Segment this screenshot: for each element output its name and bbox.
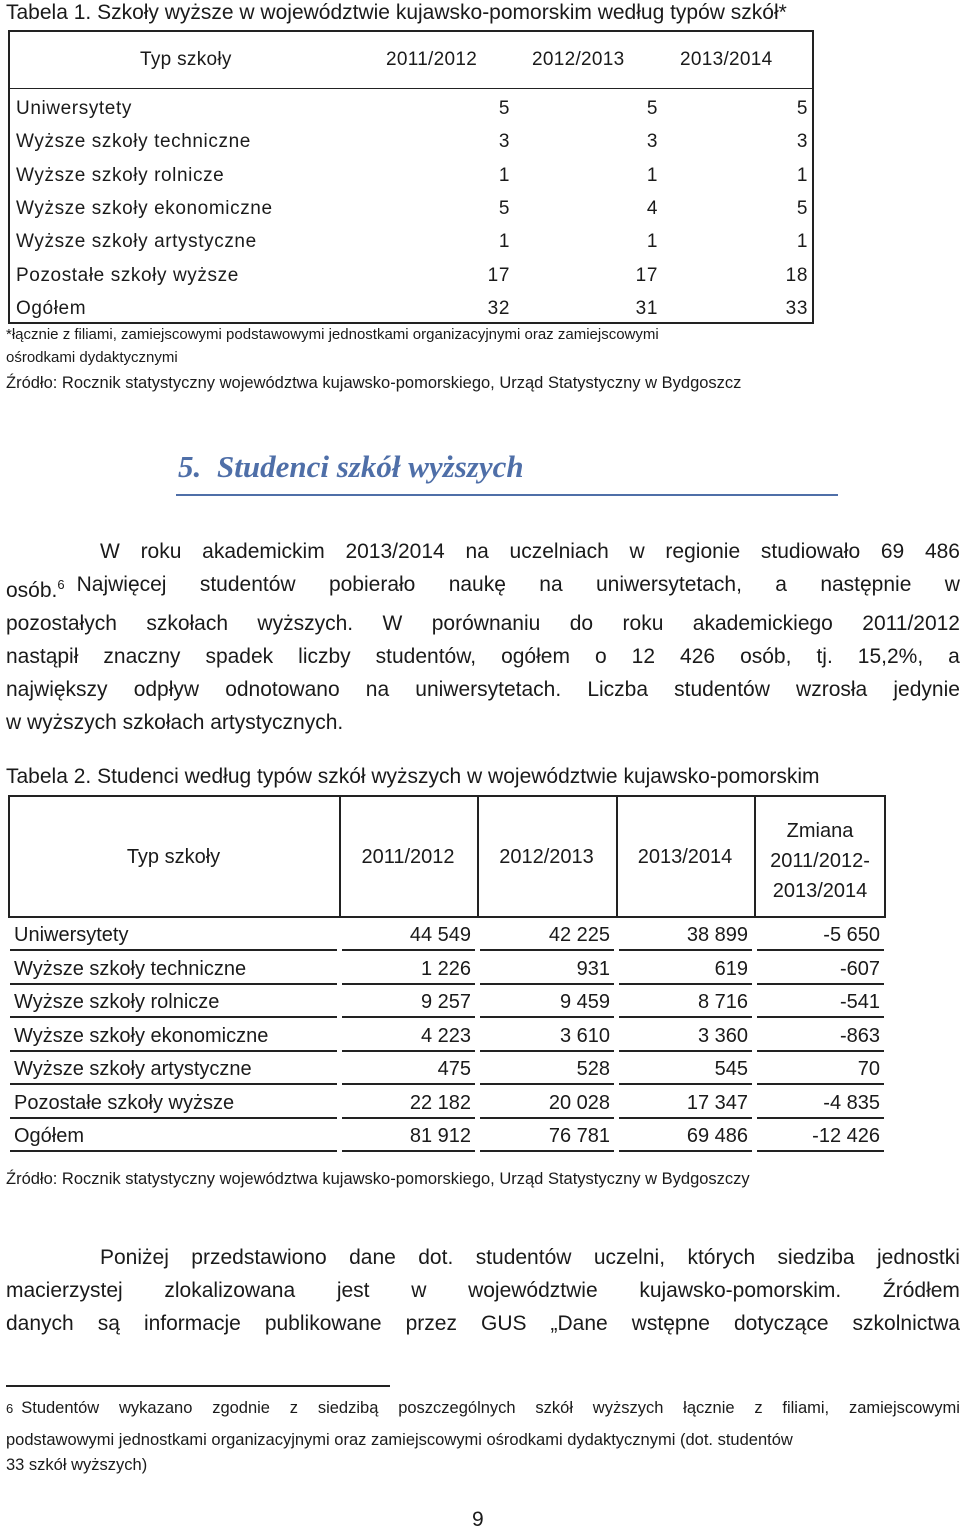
word: 486 <box>924 540 960 563</box>
table2-cell-underline <box>10 1050 337 1052</box>
section-heading <box>178 449 524 485</box>
table2-row-label: Ogółem <box>14 1125 85 1147</box>
table2-cell-underline <box>619 1083 752 1085</box>
table2-row <box>8 1053 886 1087</box>
table1-cell: 1 <box>796 231 808 253</box>
table1-row <box>10 194 812 227</box>
word: Poniżej <box>100 1246 169 1269</box>
table1-cell: 32 <box>487 297 510 319</box>
word: przez <box>405 1312 457 1335</box>
paragraph-2-line-3 <box>6 1307 960 1340</box>
word: w <box>944 573 960 596</box>
word: znaczny <box>103 645 181 668</box>
table2-cell: 42 225 <box>548 924 610 946</box>
word: roku <box>622 612 664 635</box>
word: naukę <box>448 573 506 596</box>
word: przedstawiono <box>191 1246 327 1269</box>
paragraph-1-line-2 <box>6 568 960 607</box>
word: wstępne <box>631 1312 710 1335</box>
table2-cell-underline <box>619 1016 752 1018</box>
table2-cell: 81 912 <box>409 1125 471 1147</box>
table2-cell: 931 <box>576 957 610 980</box>
word: wykazano <box>119 1399 193 1417</box>
table1-row-label: Wyższe szkoły techniczne <box>16 131 251 153</box>
table2-cell-underline <box>480 1117 614 1119</box>
table2-cell-underline <box>342 983 475 985</box>
table2-cell: -5 650 <box>823 924 880 946</box>
word: jednostki <box>877 1246 960 1269</box>
table1-row-label: Ogółem <box>16 297 87 319</box>
table2-cell: 9 459 <box>559 991 610 1013</box>
word: nastąpił <box>6 645 79 668</box>
footnote-line-1-words <box>21 1396 960 1428</box>
table2-cell-underline <box>342 1150 475 1152</box>
table2-row <box>8 986 886 1020</box>
table2-cell-underline <box>757 1117 884 1119</box>
table2-header-change-line3: 2013/2014 <box>772 880 868 902</box>
word: Liczba <box>587 678 649 701</box>
word: są <box>97 1312 120 1335</box>
word: studentów <box>674 678 770 701</box>
table1-header-year2: 2012/2013 <box>532 49 625 70</box>
table1-cell: 1 <box>646 231 658 253</box>
table1-row-label: Pozostałe szkoły wyższe <box>16 264 239 286</box>
table1-row <box>10 161 812 194</box>
word: wzrosła <box>796 678 868 701</box>
word: z <box>289 1399 299 1417</box>
word: danych <box>6 1312 74 1335</box>
table2-row <box>8 1020 886 1054</box>
table2-header-year3: 2013/2014 <box>637 846 733 868</box>
table2-cell-underline <box>619 1150 752 1152</box>
word: uniwersytetach. <box>415 678 562 701</box>
word: siedziba <box>777 1246 855 1269</box>
word: do <box>569 612 594 635</box>
table1 <box>8 30 814 324</box>
word: pobierało <box>328 573 416 596</box>
word: siedzibą <box>317 1399 379 1417</box>
footnote-number: 6 <box>6 1401 14 1416</box>
section-title: Studenci szkół wyższych <box>217 449 524 484</box>
word: 2013/2014 <box>345 540 445 563</box>
word: studentów <box>199 573 296 596</box>
table2-cell: 545 <box>714 1058 748 1080</box>
table1-cell: 31 <box>635 297 658 319</box>
table2-row <box>8 919 886 953</box>
word: porównaniu <box>431 612 541 635</box>
table1-row-label: Wyższe szkoły artystyczne <box>16 231 257 253</box>
word: jest <box>336 1279 370 1302</box>
word: W <box>382 612 403 635</box>
word: wyższych <box>592 1399 664 1417</box>
paragraph-1-line-2-start: osób.$^6$ <box>6 577 65 602</box>
table1-header-year3: 2013/2014 <box>680 49 773 70</box>
word: województwie <box>468 1279 598 1302</box>
paragraph-2-line-2 <box>6 1274 960 1307</box>
word: dane <box>349 1246 396 1269</box>
table2-cell-underline <box>480 949 614 951</box>
paragraph-1-line-2-rest <box>77 568 960 607</box>
table2-cell-underline <box>619 1117 752 1119</box>
section-number: 5. <box>178 449 202 484</box>
paragraph-1-line-1 <box>6 535 960 568</box>
table1-row <box>10 227 812 260</box>
word: pozostałych <box>6 612 117 635</box>
footnote-line-2: podstawowymi jednostkami organizacyjnymi oraz zamiejscowymi ośrodkami dydaktycznymi (dot. studentów <box>6 1430 793 1449</box>
table2-caption: Tabela 2. Studenci według typów szkół wyższych w województwie kujawsko-pomorskim <box>6 765 820 788</box>
table2-row-label: Wyższe szkoły artystyczne <box>14 1058 252 1080</box>
table2-cell-underline <box>342 1016 475 1018</box>
table2-row-label: Wyższe szkoły rolnicze <box>14 991 220 1013</box>
table2-cell-underline <box>10 1150 337 1152</box>
word: osób, <box>740 645 792 668</box>
table2-row-label: Wyższe szkoły techniczne <box>14 957 247 980</box>
word: tj. <box>816 645 833 668</box>
table1-cell: 3 <box>646 131 658 153</box>
word: odnotowano <box>225 678 340 701</box>
word: zgodnie <box>212 1399 270 1417</box>
table1-header-year1: 2011/2012 <box>386 49 478 70</box>
table2-row <box>8 1120 886 1154</box>
table2-cell-underline <box>10 983 337 985</box>
table1-row <box>10 94 812 127</box>
word: roku <box>140 540 182 563</box>
table1-row <box>10 127 812 160</box>
table1-cell: 1 <box>646 164 658 186</box>
table2-cell: -541 <box>839 991 880 1013</box>
word: 12 <box>631 645 656 668</box>
table2-cell: 17 347 <box>686 1091 748 1114</box>
word: odpływ <box>133 678 200 701</box>
table1-cell: 17 <box>635 264 658 286</box>
word: studiowało <box>760 540 861 563</box>
table2-cell-underline <box>10 1016 337 1018</box>
table2-cell-underline <box>480 1150 614 1152</box>
word: na <box>465 540 489 563</box>
word: na <box>365 678 390 701</box>
table2-cell: -12 426 <box>812 1125 880 1147</box>
word: regionie <box>665 540 741 563</box>
table2-row-label: Pozostałe szkoły wyższe <box>14 1091 235 1114</box>
table1-cell: 17 <box>487 264 510 286</box>
word: łącznie <box>683 1399 735 1417</box>
table1-cell: 5 <box>796 197 808 219</box>
table1-caption: Tabela 1. Szkoły wyższe w województwie kujawsko-pomorskim według typów szkół* <box>6 1 787 24</box>
table1-cell: 18 <box>785 264 808 286</box>
table1-note-line2: ośrodkami dydaktycznymi <box>6 349 178 366</box>
table2-cell-underline <box>10 1117 337 1119</box>
table2-cell: 4 223 <box>420 1024 471 1047</box>
table2-cell: 3 360 <box>697 1024 748 1047</box>
table2-cell: 3 610 <box>559 1024 610 1047</box>
word: Studentów <box>21 1399 100 1417</box>
table2-cell: 69 486 <box>686 1125 748 1147</box>
table2-cell: 70 <box>857 1058 880 1080</box>
word: spadek <box>205 645 274 668</box>
table1-cell: 1 <box>498 231 510 253</box>
footnote-number-wrap <box>6 1396 13 1428</box>
table1-source: Źródło: Rocznik statystyczny województwa kujawsko-pomorskiego, Urząd Statystyczny w Bydgoszcz <box>6 374 742 392</box>
table2-source: Źródło: Rocznik statystyczny województwa kujawsko-pomorskiego, Urząd Statystyczny w Bydgoszczy <box>6 1170 750 1188</box>
table2-cell: 475 <box>437 1058 471 1080</box>
word: o <box>594 645 607 668</box>
word: W <box>100 540 120 563</box>
word: Najwięcej <box>76 573 167 596</box>
table2-cell-underline <box>757 1150 884 1152</box>
paragraph-1 <box>6 535 960 739</box>
word: studentów <box>475 1246 572 1269</box>
table1-row-label: Wyższe szkoły rolnicze <box>16 164 225 186</box>
table1-cell: 5 <box>796 98 808 119</box>
paragraph-1-line-5 <box>6 673 960 706</box>
table1-cell: 3 <box>796 131 808 153</box>
word: 426 <box>680 645 716 668</box>
table1-cell: 1 <box>796 164 808 186</box>
table2-cell-underline <box>757 983 884 985</box>
table2-cell-underline <box>757 949 884 951</box>
word: zlokalizowana <box>164 1279 296 1302</box>
word: uczelniach <box>509 540 609 563</box>
table1-cell: 5 <box>498 98 510 119</box>
word: szkół <box>535 1399 573 1417</box>
word: akademickim <box>202 540 325 563</box>
word: jedynie <box>893 678 960 701</box>
word: GUS <box>480 1312 527 1335</box>
table2-header-year1: 2011/2012 <box>361 846 455 868</box>
table2-cell-underline <box>619 1050 752 1052</box>
word: akademickiego <box>692 612 833 635</box>
paragraph-2 <box>6 1241 960 1340</box>
table2-cell-underline <box>480 1016 614 1018</box>
table2-cell-underline <box>480 1050 614 1052</box>
table2-cell: 76 781 <box>548 1125 610 1147</box>
word: z <box>754 1399 763 1417</box>
table2-cell: -4 835 <box>823 1091 880 1114</box>
word: w <box>629 540 645 563</box>
word: następnie <box>820 573 912 596</box>
table2-cell-underline <box>342 1050 475 1052</box>
footnote <box>6 1396 960 1478</box>
footnote-line-1 <box>6 1396 960 1428</box>
table2-cell-underline <box>619 949 752 951</box>
table2-cell-underline <box>757 1083 884 1085</box>
table1-cell: 33 <box>785 297 808 319</box>
word: uniwersytetach, <box>596 573 742 596</box>
table2-cell-underline <box>342 1117 475 1119</box>
table2-header-type: Typ szkoły <box>126 846 221 868</box>
table2-row <box>8 953 886 987</box>
table2-cell-underline <box>480 1083 614 1085</box>
word: dot. <box>418 1246 454 1269</box>
table1-cell: 3 <box>498 131 510 153</box>
table1-cell: 5 <box>646 98 658 119</box>
table1-note-line1: *łącznie z filiami, zamiejscowymi podstawowymi jednostkami organizacyjnymi oraz zamiejscowymi <box>6 326 659 343</box>
table2-cell-underline <box>342 949 475 951</box>
page-number: 9 <box>472 1508 484 1531</box>
table2-header-change <box>754 816 886 906</box>
word: informacje <box>143 1312 241 1335</box>
paragraph-1-line-3 <box>6 607 960 640</box>
table2-cell: 9 257 <box>420 991 471 1013</box>
table1-cell: 1 <box>498 164 510 186</box>
footnote-line-3: 33 szkół wyższych) <box>6 1455 148 1474</box>
paragraph-2-line-1 <box>6 1241 960 1274</box>
paragraph-1-line-6: w wyższych szkołach artystycznych. <box>6 711 344 734</box>
table2-cell-underline <box>10 949 337 951</box>
word: w <box>411 1279 427 1302</box>
paragraph-1-line-4 <box>6 640 960 673</box>
word: publikowane <box>264 1312 382 1335</box>
word: szkolnictwa <box>852 1312 960 1335</box>
table1-row <box>10 294 812 327</box>
word: zamiejscowymi <box>848 1399 960 1417</box>
table2-cell: 44 549 <box>409 924 471 946</box>
footnote-separator <box>6 1385 390 1387</box>
word: na <box>539 573 563 596</box>
table2-cell-underline <box>619 983 752 985</box>
word: a <box>775 573 787 596</box>
table2-header-change-line2: 2011/2012- <box>770 850 870 872</box>
table2-cell: 8 716 <box>697 991 748 1013</box>
table2-row-label: Uniwersytety <box>14 924 129 946</box>
table2-cell: 528 <box>576 1058 610 1080</box>
word: filiami, <box>782 1399 830 1417</box>
word: macierzystej <box>6 1279 123 1302</box>
word: których <box>687 1246 756 1269</box>
table1-row-label: Wyższe szkoły ekonomiczne <box>16 197 273 219</box>
table2-cell: -607 <box>839 957 880 980</box>
word: 69 <box>880 540 905 563</box>
table1-row <box>10 261 812 294</box>
table2-cell: 20 028 <box>548 1091 610 1114</box>
table2-header-change-line1: Zmiana <box>786 820 854 842</box>
table2-cell: 1 226 <box>420 957 471 980</box>
word: poszczególnych <box>398 1399 516 1417</box>
word: największy <box>6 678 108 701</box>
word: a <box>948 645 960 668</box>
footnote-ref: 6 <box>57 577 65 592</box>
word: „Dane <box>550 1312 608 1335</box>
word: 2011/2012 <box>862 612 960 635</box>
table2-cell: 22 182 <box>409 1091 471 1114</box>
section-underline <box>176 494 838 496</box>
table2-header-year2: 2012/2013 <box>499 846 594 868</box>
table1-cell: 5 <box>498 197 510 219</box>
word: ogółem <box>501 645 570 668</box>
word: uczelni, <box>593 1246 666 1269</box>
word: wyższych. <box>257 612 354 635</box>
table1-cell: 4 <box>646 197 658 219</box>
table1-header <box>10 32 812 89</box>
table2-cell: 619 <box>714 957 748 980</box>
table2-cell: -863 <box>839 1024 880 1047</box>
table2-cell-underline <box>757 1050 884 1052</box>
word: szkołach <box>146 612 229 635</box>
word: 15,2%, <box>857 645 924 668</box>
table2-cell: 38 899 <box>686 924 748 946</box>
word: studentów, <box>375 645 477 668</box>
table2-row-label: Wyższe szkoły ekonomiczne <box>14 1024 269 1047</box>
table2-cell-underline <box>757 1016 884 1018</box>
table2-cell-underline <box>10 1083 337 1085</box>
word: dotyczące <box>733 1312 829 1335</box>
word: kujawsko-pomorskim. <box>639 1279 842 1302</box>
word: Źródłem <box>882 1279 960 1302</box>
table1-row-label: Uniwersytety <box>16 98 132 119</box>
table2-row <box>8 1087 886 1121</box>
table1-header-type: Typ szkoły <box>140 49 232 70</box>
table2-cell-underline <box>480 983 614 985</box>
word: liczby <box>298 645 351 668</box>
table2-cell-underline <box>342 1083 475 1085</box>
